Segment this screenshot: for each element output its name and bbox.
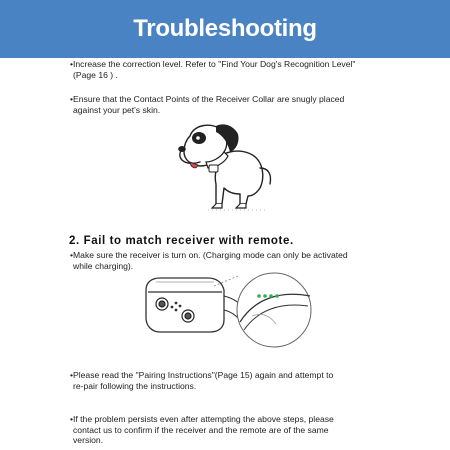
text-line: •Please read the "Pairing Instructions"(Page 15) again and attempt to (70, 370, 334, 380)
text-line: re-pair following the instructions. (73, 380, 197, 391)
receiver-illustration (136, 270, 246, 340)
text-line: •Ensure that the Contact Points of the Receiver Collar are snugly placed (70, 94, 345, 104)
text-line: contact us to confirm if the receiver and the remote are of the same (73, 424, 329, 435)
tip-contact-points (70, 94, 400, 115)
text-line: while charging). (73, 260, 134, 271)
text-line: •Increase the correction level. Refer to "Find Your Dog's Recognition Level" (70, 59, 356, 69)
text-line: •Make sure the receiver is turn on. (Charging mode can only be activated (70, 250, 348, 260)
dog-illustration (176, 118, 278, 212)
text-line: version. (73, 435, 104, 445)
section-heading: 2. Fail to match receiver with remote. (69, 235, 294, 247)
tip-receiver-on (70, 250, 400, 271)
tip-contact-support (70, 414, 400, 446)
text-line: •If the problem persists even after attempting the above steps, please (70, 414, 334, 424)
text-line: against your pet's skin. (73, 104, 161, 115)
page-title: Troubleshooting (133, 15, 317, 42)
text-line: (Page 16 ) . (73, 69, 118, 80)
tip-pairing-instructions (70, 370, 400, 391)
header-bar (0, 0, 450, 58)
indicator-zoom-illustration (234, 270, 314, 350)
tip-correction-level (70, 59, 400, 80)
